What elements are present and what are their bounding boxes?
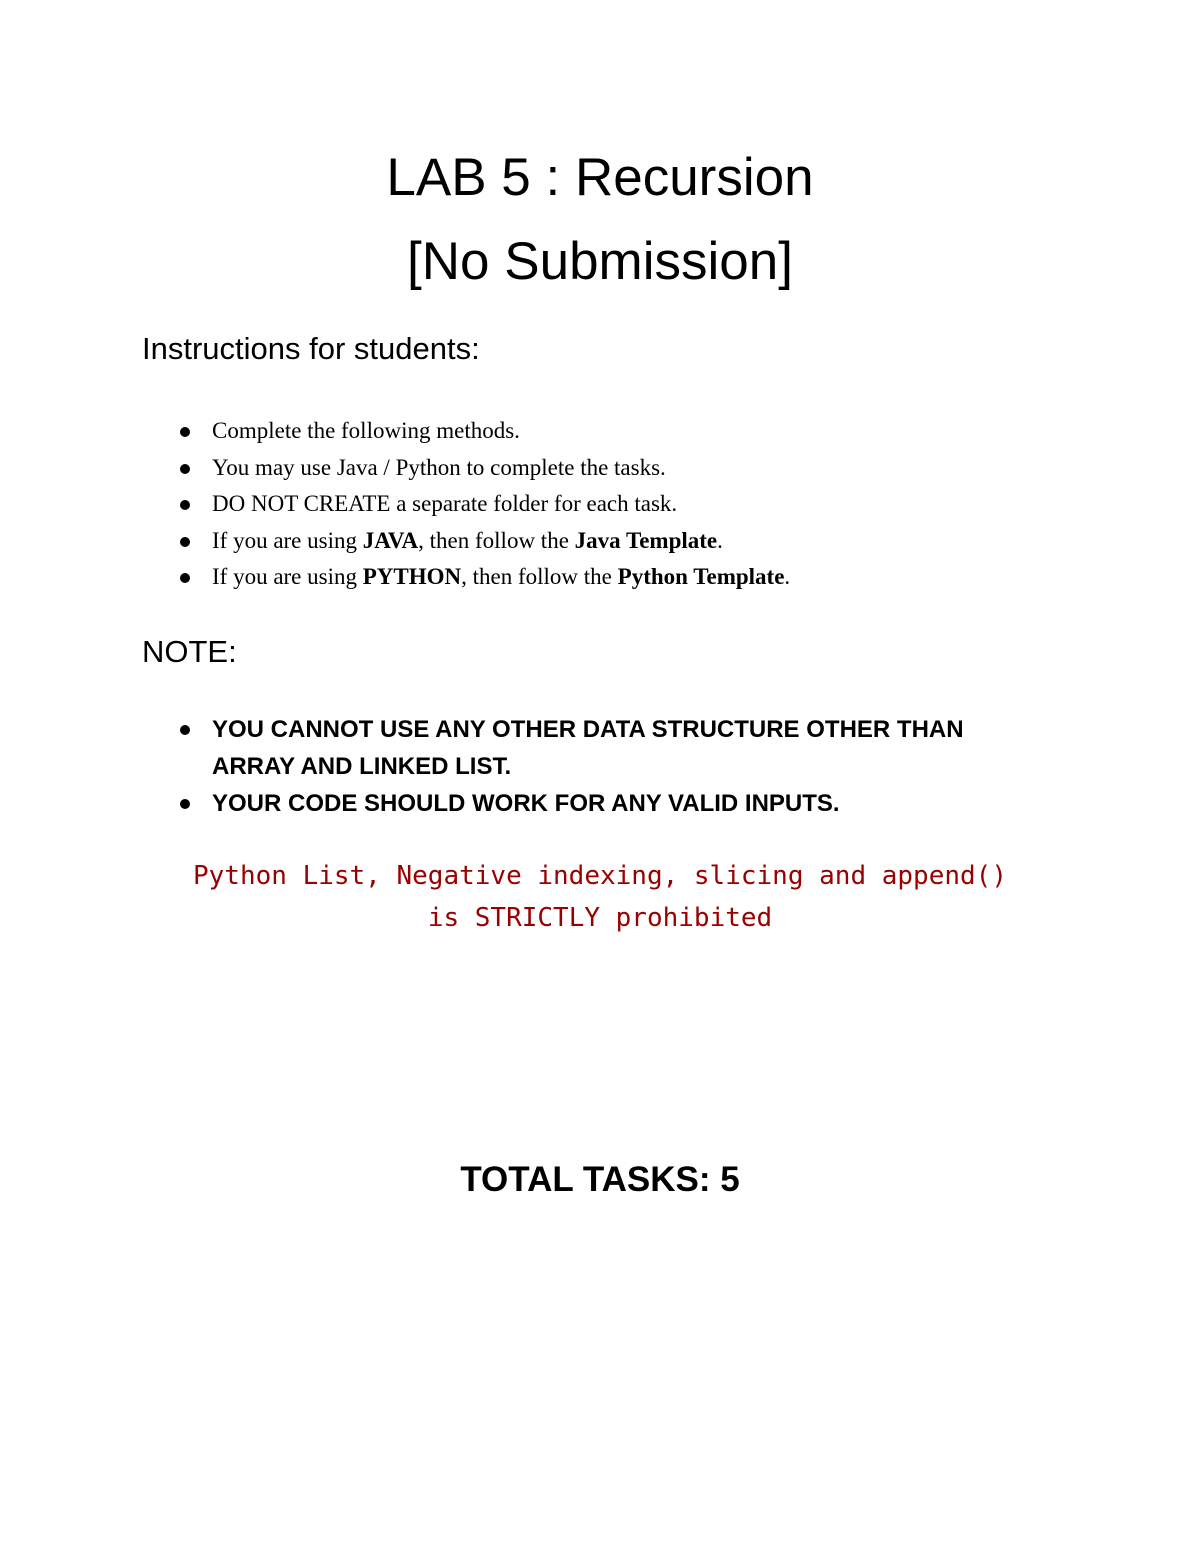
instruction-emphasis: PYTHON <box>362 564 462 589</box>
instruction-emphasis: JAVA <box>362 527 419 553</box>
instruction-item <box>0 486 790 523</box>
instruction-item <box>0 559 790 596</box>
warning-line: Python List, Negative indexing, slicing and append() <box>193 861 1007 891</box>
instruction-text: . <box>717 527 723 553</box>
instruction-text: You may use Java / Python to complete the tasks. <box>212 454 666 480</box>
note-item <box>0 711 1040 785</box>
bullet-icon <box>180 799 190 809</box>
instruction-text: , then follow the <box>461 564 618 589</box>
instructions-heading: Instructions for students: <box>142 331 480 366</box>
instruction-emphasis: Java Template <box>574 527 718 553</box>
bullet-icon <box>180 725 190 735</box>
warning-line: is STRICTLY prohibited <box>427 903 773 933</box>
bullet-icon <box>180 427 190 437</box>
instruction-text: . <box>784 564 791 589</box>
instruction-text: Complete the following methods. <box>212 418 520 443</box>
instruction-text: If you are using <box>212 527 363 553</box>
instructions-list <box>0 413 790 596</box>
bullet-icon <box>180 573 190 583</box>
prohibition-warning <box>0 855 1200 939</box>
instruction-text: DO NOT CREATE a separate folder for each task. <box>212 491 678 516</box>
note-text: YOU CANNOT USE ANY OTHER DATA STRUCTURE OTHER THAN ARRAY AND LINKED LIST. <box>212 716 964 780</box>
bullet-icon <box>180 537 190 547</box>
instruction-item <box>0 450 790 487</box>
instruction-text: If you are using <box>212 564 363 589</box>
note-heading: NOTE: <box>142 634 237 669</box>
note-item <box>0 785 1040 822</box>
note-text: YOUR CODE SHOULD WORK FOR ANY VALID INPUTS. <box>212 790 840 817</box>
instruction-text: , then follow the <box>418 527 575 553</box>
page-title: LAB 5 : Recursion <box>386 148 814 207</box>
total-tasks: TOTAL TASKS: 5 <box>460 1160 740 1199</box>
instruction-item <box>0 413 790 450</box>
page-subtitle: [No Submission] <box>407 232 793 291</box>
bullet-icon <box>180 500 190 510</box>
instruction-item <box>0 523 790 560</box>
bullet-icon <box>180 464 190 474</box>
note-list <box>0 711 1040 822</box>
instruction-emphasis: Python Template <box>617 564 785 589</box>
